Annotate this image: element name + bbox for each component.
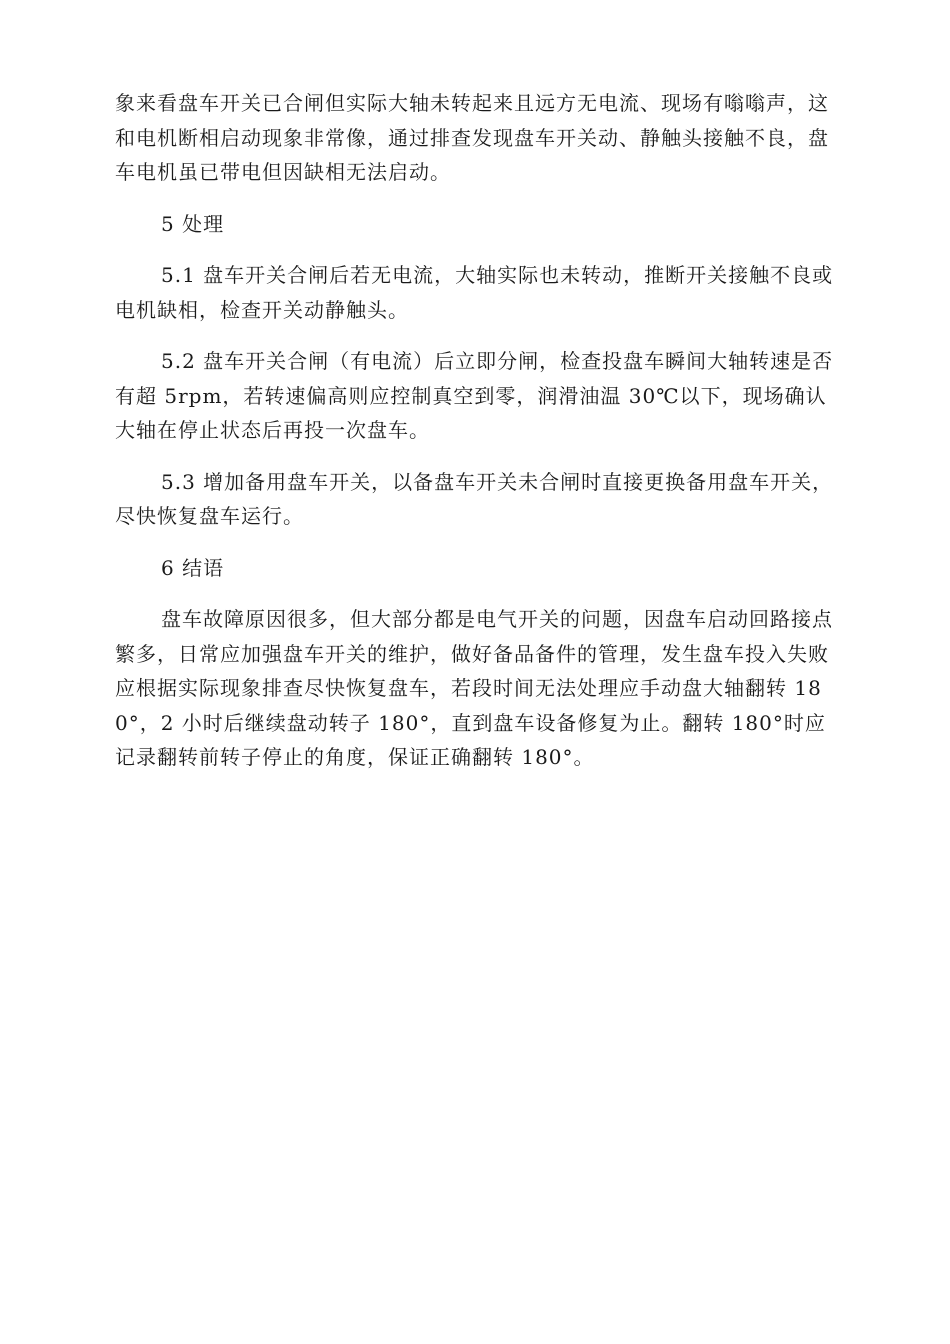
- section-heading-processing: 5 处理: [161, 211, 225, 236]
- document-body: [115, 86, 835, 792]
- paragraph-5-2: 5.2 盘车开关合闸（有电流）后立即分闸，检查投盘车瞬间大轴转速是否有超 5rpm，若转速偏高则应控制真空到零，润滑油温 30℃以下，现场确认大轴在停止状态后再投一次盘车。: [115, 349, 834, 442]
- paragraph-conclusion: 盘车故障原因很多，但大部分都是电气开关的问题，因盘车启动回路接点繁多，日常应加强盘车开关的维护，做好备品备件的管理，发生盘车投入失败应根据实际现象排查尽快恢复盘车，若段时间无法处理应手动盘大轴翻转 180°，2 小时后继续盘动转子 180°，直到盘车设备修复为止。翻转 180°时应记录翻转前转子停止的角度，保证正确翻转 180°。: [115, 607, 833, 769]
- paragraph-5-1: 5.1 盘车开关合闸后若无电流，大轴实际也未转动，推断开关接触不良或电机缺相，检查开关动静触头。: [115, 263, 834, 322]
- section-heading-conclusion: 6 结语: [161, 555, 225, 580]
- paragraph-continuation: 象来看盘车开关已合闸但实际大轴未转起来且远方无电流、现场有嗡嗡声，这和电机断相启动现象非常像，通过排查发现盘车开关动、静触头接触不良，盘车电机虽已带电但因缺相无法启动。: [115, 91, 829, 184]
- paragraph-5-3: 5.3 增加备用盘车开关，以备盘车开关未合闸时直接更换备用盘车开关，尽快恢复盘车运行。: [115, 469, 834, 528]
